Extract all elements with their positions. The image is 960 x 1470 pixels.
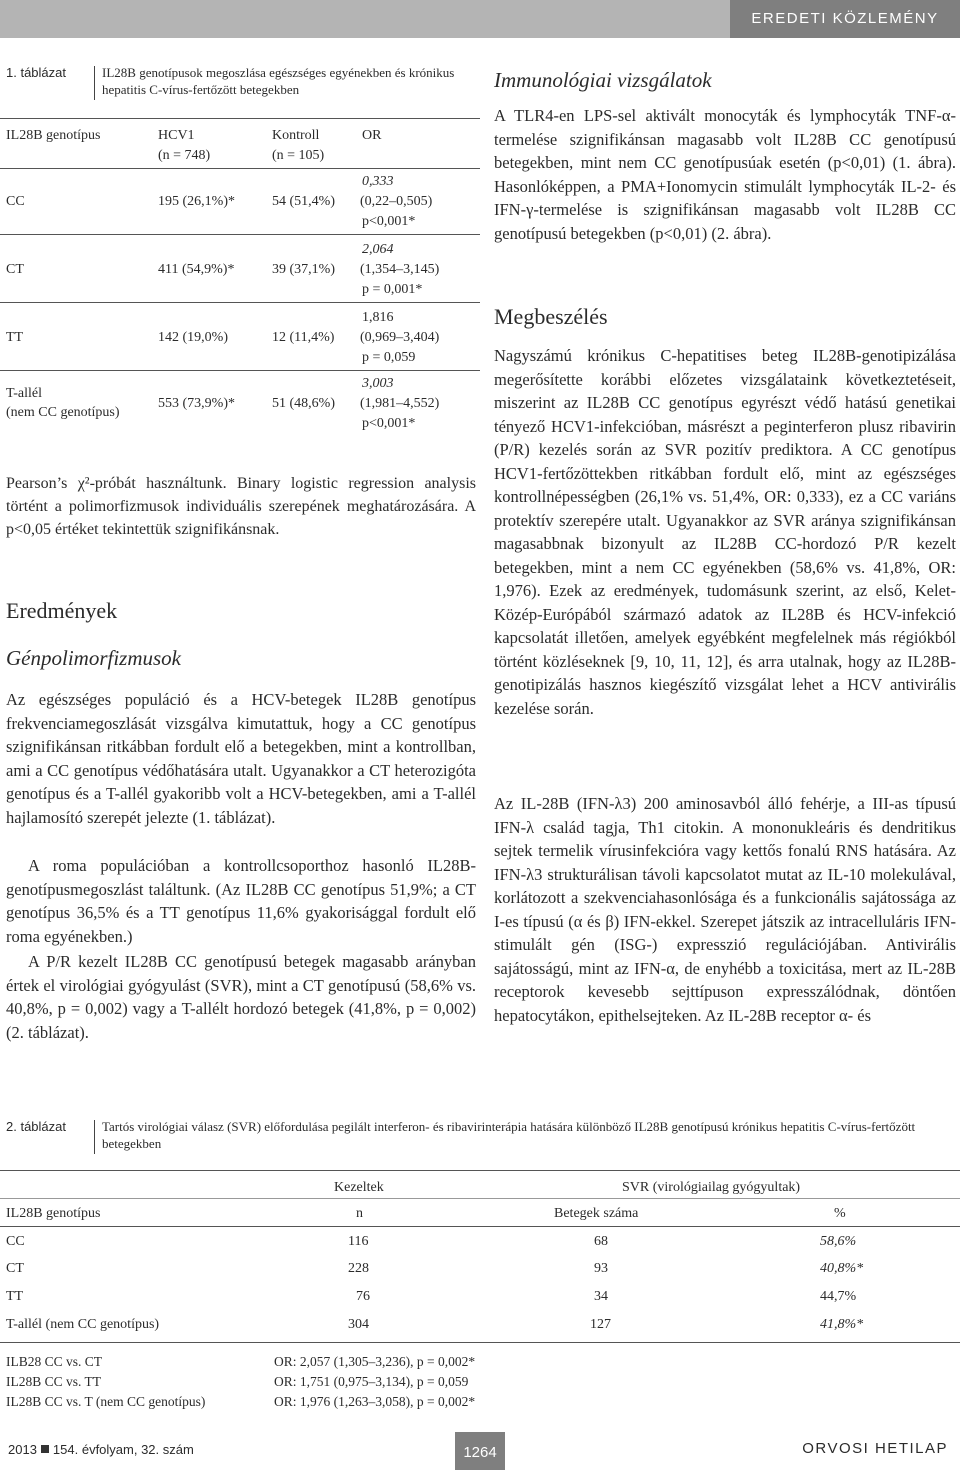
table-rule: [0, 1342, 960, 1343]
table2-cell-pct: 40,8%*: [820, 1261, 864, 1276]
comparison-label: ILB28 CC vs. CT: [6, 1354, 103, 1369]
footer-volume: 154. évfolyam, 32. szám: [52, 1442, 194, 1457]
table1-cell-hcv1: 411 (54,9%)*: [158, 262, 235, 277]
page-footer: [0, 1432, 960, 1470]
footer-year: 2013: [8, 1442, 37, 1457]
table1-header-or: OR: [362, 128, 382, 143]
table1-header-control: Kontroll: [272, 128, 320, 143]
table2-cell-count: 68: [594, 1234, 608, 1249]
table1-cell-control: 54 (51,4%): [272, 194, 335, 209]
table2-cell-n: 304: [348, 1317, 369, 1332]
table2-number: 2. táblázat: [6, 1119, 66, 1134]
page-number: 1264: [455, 1432, 505, 1470]
footer-issue: [8, 1442, 194, 1457]
table1-cell-control: 39 (37,1%): [272, 262, 335, 277]
table2-cell-n: 116: [348, 1234, 369, 1249]
journal-name: ORVOSI HETILAP: [802, 1440, 948, 1457]
table1-cell-p: p = 0,059: [362, 350, 416, 365]
table1-header-control-n: (n = 105): [272, 148, 325, 163]
comparison-value: OR: 2,057 (1,305–3,236), p = 0,002*: [274, 1354, 476, 1369]
comparison-label: IL28B CC vs. T (nem CC genotípus): [6, 1394, 206, 1409]
results-paragraph-1: Az egészséges populáció és a HCV-betegek IL28B genotípus frekvenciamegoszlását vizsgálva kimutattuk, hogy a CC genotípus szignifikánsan ritkábban fordult elő a betegekben, mint a kontrollban, ami a CC genotípus védőhatására utalt. Ugyanakkor a CT heterozigóta genotípus és a T-allél gyakoribb volt a HCV-betegekben, ami a T-allél hajlamosító szerepét jelezte (1. táblázat).: [6, 690, 476, 827]
table1-cell-genotype: CT: [6, 262, 24, 277]
table1-cell-control: 51 (48,6%): [272, 396, 335, 411]
table-rule: [0, 168, 480, 169]
comparison-label: IL28B CC vs. TT: [6, 1374, 102, 1389]
table1-cell-hcv1: 142 (19,0%): [158, 330, 228, 345]
table1-note: Pearson’s χ²-próbát használtunk. Binary logistic regression analysis történt a polimorfizmusok individuális szerepének meghatározására. A p<0,05 értéket tekintettük szignifikánsnak.: [6, 475, 476, 538]
section-title-discussion: Megbeszélés: [494, 304, 608, 329]
table1-number: 1. táblázat: [6, 65, 66, 80]
table-rule: [0, 302, 480, 303]
table1-cell-ci: (0,22–0,505): [360, 194, 433, 209]
results-paragraph-2: A roma populációban a kontrollcsoporthoz hasonló IL28B-genotípusmegoszlást találtunk. (Az IL28B CC genotípus 51,9%; a CT genotípus 36,5% és a TT genotípus 11,6% gyakorisággal fordult elő roma egyénekben.): [6, 856, 476, 946]
table2-cell-pct: 58,6%: [820, 1234, 857, 1249]
table2-group-treated: Kezeltek: [334, 1180, 384, 1195]
table-rule: [0, 1226, 960, 1227]
table2-header-count: Betegek száma: [554, 1206, 639, 1221]
table1-cell-p: p<0,001*: [362, 214, 416, 229]
table-rule: [0, 234, 480, 235]
table-rule: [0, 118, 480, 119]
discussion-paragraph-2: Az IL-28B (IFN-λ3) 200 aminosavból álló fehérje, a III-as típusú IFN-λ család tagja, Th1 citokin. A mononukleáris és dendritikus sejtek termelik vírusinfekcióra vagy kettős fonalú RNS hatására. Az IFN-λ3 strukturálisan távoli kapcsolatot mutat az IL-10 molekulával, korlátozott a szekvenciahasonlósága és a funkcionális sajátossága az I-es típusú (α és β) IFN-ekkel. Szerepet játszik az intracelluláris IFN-stimulált gén (ISG-) expresszió regulációjában. Antivirális sajátosságú, mint az IFN-α, de enyhébb a toxicitása, mert az IL-28B receptorok kevesebb sejttípuson expresszálódnak, döntően hepatocytákon, epithelsejteken. Az IL-28B receptor α- és: [494, 794, 956, 1025]
table1-cell-ci: (1,981–4,552): [360, 396, 440, 411]
table1-cell-hcv1: 195 (26,1%)*: [158, 194, 235, 209]
table1-cell-ci: (1,354–3,145): [360, 262, 440, 277]
table2-group-svr: SVR (virológiailag gyógyultak): [622, 1180, 801, 1195]
table1-header-hcv1-n: (n = 748): [158, 148, 211, 163]
results-paragraph-3: A P/R kezelt IL28B CC genotípusú betegek magasabb arányban értek el virológiai gyógyulást (SVR), mint a CT genotípusú (58,6% vs. 40,8%, p = 0,002) vagy a T-allélt hordozó betegek (41,8%, p = 0,002) (2. táblázat).: [6, 952, 476, 1042]
table1-cell-p: p<0,001*: [362, 416, 416, 431]
table1-cell-or: 0,333: [362, 174, 394, 189]
table1-cell-genotype-note: (nem CC genotípus): [6, 405, 120, 420]
table1-cell-genotype: T-allél: [6, 386, 43, 401]
table2-cell-count: 34: [594, 1289, 608, 1304]
table-rule: [0, 1198, 960, 1199]
table2-cell-genotype: CT: [6, 1261, 24, 1276]
immunology-paragraph: A TLR4-en LPS-sel aktivált monocyták és lymphocyták TNF-α-termelése szignifikánsan magasabb volt IL28B CC genotípusú betegekben, mint nem CC genotípusúak esetén (p<0,01) (1. ábra). Hasonlóképpen, a PMA+Ionomycin stimulált lymphocyták IL-2- és IFN-γ-termelése is szignifikánsan magasabb volt IL28B CC genotípusú betegekben (p<0,01) (2. ábra).: [494, 106, 956, 243]
table2-cell-n: 228: [348, 1261, 369, 1276]
table2-cell-genotype: TT: [6, 1289, 24, 1304]
table2-cell-pct: 41,8%*: [820, 1317, 864, 1332]
table1-cell-control: 12 (11,4%): [272, 330, 335, 345]
table1-header-genotype: IL28B genotípus: [6, 128, 101, 143]
table2-header-pct: %: [834, 1206, 846, 1221]
table2-cell-count: 93: [594, 1261, 608, 1276]
table1-cell-ci: (0,969–3,404): [360, 330, 440, 345]
table2-header-n: n: [356, 1206, 363, 1221]
subsection-title-immunology: Immunológiai vizsgálatok: [494, 68, 712, 92]
comparison-value: OR: 1,976 (1,263–3,058), p = 0,002*: [274, 1394, 476, 1409]
table2-header-genotype: IL28B genotípus: [6, 1206, 101, 1221]
table1-cell-or: 3,003: [362, 376, 394, 391]
running-header: [0, 0, 960, 38]
table-rule: [0, 370, 480, 371]
table2-cell-genotype: CC: [6, 1234, 25, 1249]
table1-cell-hcv1: 553 (73,9%)*: [158, 396, 235, 411]
table2-caption-text: Tartós virológiai válasz (SVR) előfordulása pegilált interferon- és ribavirinterápia hatására különböző IL28B genotípusú krónikus hepatitis C-vírus-fertőzött betegekben: [102, 1119, 916, 1151]
section-label: EREDETI KÖZLEMÉNY: [730, 0, 960, 38]
table2-cell-pct: 44,7%: [820, 1289, 857, 1304]
table2-cell-count: 127: [590, 1317, 611, 1332]
table1-cell-or: 1,816: [362, 310, 394, 325]
table-rule: [0, 1170, 960, 1171]
discussion-paragraph-1: Nagyszámú krónikus C-hepatitises beteg IL28B-genotipizálása megerősítette korábbi előzetes vizsgálataink következtetéseit, miszerint az IL28B CC genotípus egyrészt védő hatású genetikai tényező HCV1-infekcióban, másrészt a peginterferon plusz ribavirin (P/R) kezelés során az SVR pozitív prediktora. A CC genotípus HCV1-fertőzöttekben ritkábban fordult elő, mint az egészséges kontrollnépességben (26,1% vs. 51,4%, OR: 0,333), ez a CC variáns protektív szerepére utalt. Ugyanakkor az SVR aránya szignifikánsan magasabbnak bizonyult az IL28B CC-hordozó P/R kezelt betegekben, mint a nem CC egyénekben (58,6% vs. 41,8%, OR: 1,976). Ezek az eredmények, tudomásunk szerint, az első, Kelet-Közép-Európából származó adatok az IL28B és HCV-infekció kapcsolatát illetően, amelyek egyébként megfelelnek más régiókból történt közléseknek [9, 10, 11, 12], és arra utalnak, hogy az IL28B-genotipizálás hasznos kiegészítő vizsgálat lehet a HCV antivirális kezelése során.: [494, 346, 956, 718]
table1-header-hcv1: HCV1: [158, 128, 195, 143]
table2-cell-n: 76: [356, 1289, 370, 1304]
table1-cell-p: p = 0,001*: [362, 282, 423, 297]
caption-divider: [94, 1120, 95, 1154]
caption-divider: [94, 66, 95, 100]
table2-cell-genotype: T-allél (nem CC genotípus): [6, 1317, 160, 1332]
subsection-title-polymorphisms: Génpolimorfizmusok: [6, 646, 181, 670]
table1-caption-text: IL28B genotípusok megoszlása egészséges egyénekben és krónikus hepatitis C-vírus-fertőzött betegekben: [102, 65, 455, 97]
comparison-value: OR: 1,751 (0,975–3,134), p = 0,059: [274, 1374, 469, 1389]
table1-cell-genotype: CC: [6, 194, 25, 209]
table1-cell-or: 2,064: [362, 242, 394, 257]
table1-cell-genotype: TT: [6, 330, 24, 345]
section-title-results: Eredmények: [6, 598, 118, 623]
square-bullet-icon: [41, 1445, 49, 1453]
